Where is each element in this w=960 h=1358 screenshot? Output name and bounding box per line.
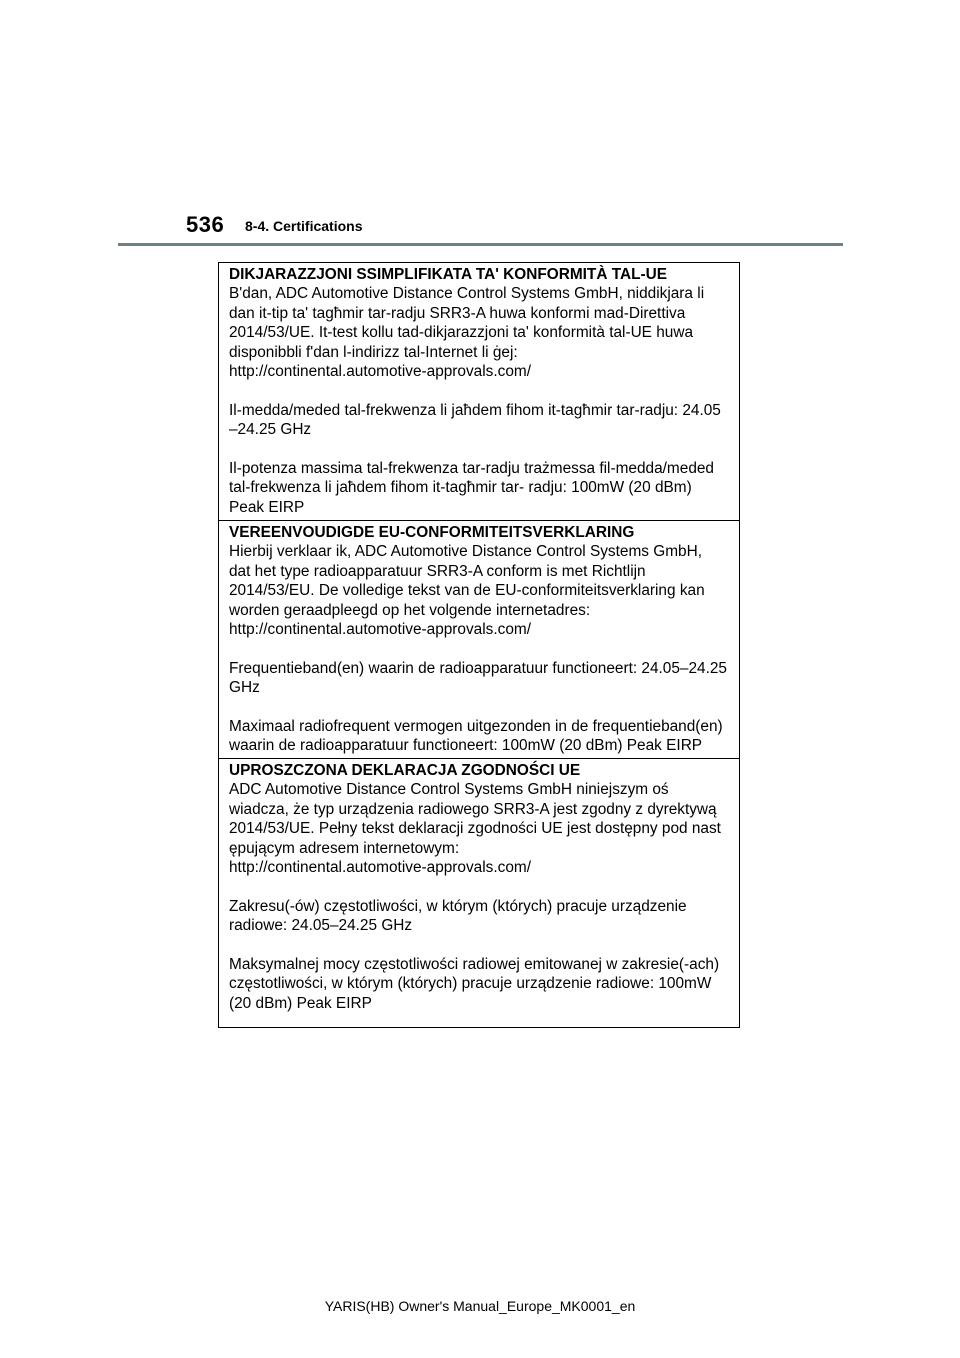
- text-line: B'dan, ADC Automotive Distance Control Systems GmbH, niddikjara li: [229, 285, 705, 303]
- text-line: worden geraadpleegd op het volgende internetadres:: [229, 601, 591, 619]
- paragraph-gap: [229, 381, 729, 400]
- frequency-line: radiowe: 24.05–24.25 GHz: [229, 917, 413, 935]
- frequency-line: Zakresu(-ów) częstotliwości, w którym (których) pracuje urządzenie: [229, 897, 687, 915]
- certification-section-polish: [219, 758, 739, 1028]
- paragraph-gap: [229, 440, 729, 459]
- frequency-line: GHz: [229, 679, 260, 697]
- paragraph-gap: [229, 698, 729, 717]
- paragraph-gap: [229, 639, 729, 658]
- frequency-line: Il-medda/meded tal-frekwenza li jaħdem fihom it-tagħmir tar-radju: 24.05: [229, 401, 721, 419]
- section-title: 8-4. Certifications: [245, 218, 363, 234]
- text-line: dan it-tip ta' tagħmir tar-radju SRR3-A huwa konformi mad-Direttiva: [229, 304, 686, 322]
- text-line: disponibbli f'dan l-indirizz tal-Internet li ġej:: [229, 343, 518, 361]
- frequency-line: –24.25 GHz: [229, 421, 312, 439]
- power-line: Il-potenza massima tal-frekwenza tar-radju trażmessa fil-medda/meded: [229, 460, 714, 478]
- section-heading: UPROSZCZONA DEKLARACJA ZGODNOŚCI UE: [229, 762, 581, 779]
- certification-box: [218, 262, 740, 1028]
- url-line: http://continental.automotive-approvals.com/: [229, 859, 531, 877]
- power-line: tal-frekwenza li jaħdem fihom it-tagħmir tar- radju: 100mW (20 dBm): [229, 479, 692, 497]
- power-line: waarin de radioapparatuur functioneert: 100mW (20 dBm) Peak EIRP: [229, 737, 703, 755]
- section-heading: DIKJARAZZJONI SSIMPLIFIKATA TA' KONFORMITÀ TAL-UE: [229, 266, 667, 283]
- url-line: http://continental.automotive-approvals.com/: [229, 363, 531, 381]
- text-line: ADC Automotive Distance Control Systems GmbH niniejszym oś: [229, 781, 669, 799]
- certification-section-dutch: [219, 520, 739, 758]
- text-line: ępującym adresem internetowym:: [229, 839, 460, 857]
- power-line: (20 dBm) Peak EIRP: [229, 994, 372, 1012]
- header-rule: [118, 243, 843, 246]
- power-line: częstotliwości, w którym (których) pracuje urządzenie radiowe: 100mW: [229, 975, 712, 993]
- footer-text: YARIS(HB) Owner's Manual_Europe_MK0001_en: [324, 1298, 636, 1314]
- text-line: dat het type radioapparatuur SRR3-A conform is met Richtlijn: [229, 562, 646, 580]
- text-line: 2014/53/UE. It-test kollu tad-dikjarazzjoni ta' konformità tal-UE huwa: [229, 324, 694, 342]
- text-line: wiadcza, że typ urządzenia radiowego SRR3-A jest zgodny z dyrektywą: [229, 800, 717, 818]
- page-number: 536: [186, 212, 225, 237]
- paragraph-gap: [229, 936, 729, 955]
- text-line: 2014/53/UE. Pełny tekst deklaracji zgodności UE jest dostępny pod nast: [229, 820, 721, 838]
- paragraph-gap: [229, 877, 729, 896]
- text-line: 2014/53/EU. De volledige tekst van de EU-conformiteitsverklaring kan: [229, 582, 705, 600]
- frequency-line: Frequentieband(en) waarin de radioapparatuur functioneert: 24.05–24.25: [229, 659, 727, 677]
- text-line: Hierbij verklaar ik, ADC Automotive Distance Control Systems GmbH,: [229, 543, 702, 561]
- certification-section-maltese: [219, 263, 739, 520]
- section-heading: VEREENVOUDIGDE EU-CONFORMITEITSVERKLARING: [229, 524, 635, 541]
- url-line: http://continental.automotive-approvals.com/: [229, 621, 531, 639]
- power-line: Maksymalnej mocy częstotliwości radiowej emitowanej w zakresie(-ach): [229, 956, 720, 974]
- power-line: Peak EIRP: [229, 498, 305, 516]
- power-line: Maximaal radiofrequent vermogen uitgezonden in de frequentieband(en): [229, 718, 723, 736]
